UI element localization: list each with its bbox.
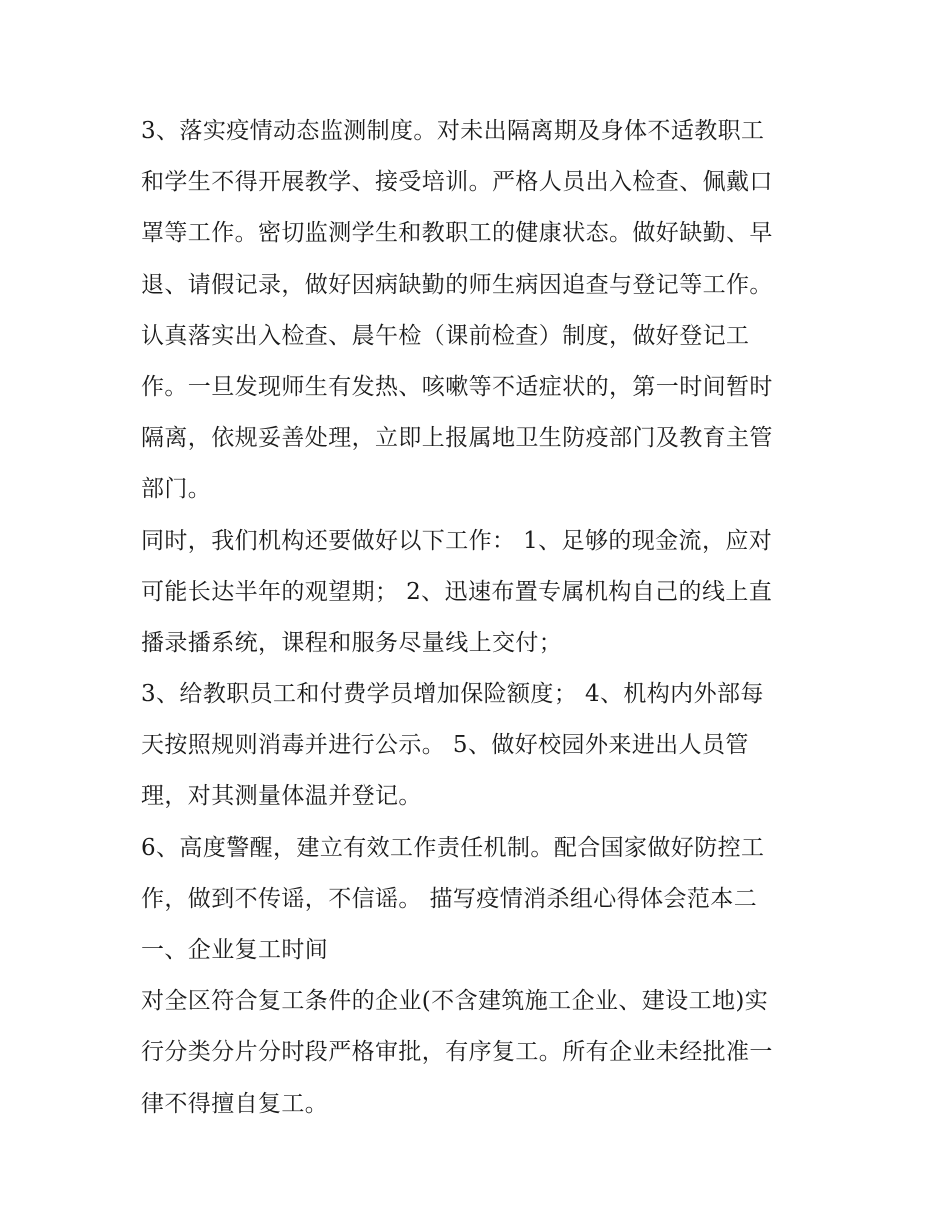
text-line: 3、给教职员工和付费学员增加保险额度； 4、机构内外部每 (141, 681, 764, 708)
text-line: 退、请假记录，做好因病缺勤的师生病因追查与登记等工作。 (141, 271, 773, 298)
text-line: 和学生不得开展教学、接受培训。严格人员出入检查、佩戴口 (141, 169, 773, 196)
text-line: 一、企业复工时间 (141, 937, 329, 963)
text-line: 认真落实出入检查、晨午检（课前检查）制度，做好登记工 (141, 322, 750, 349)
text-line: 律不得擅自复工。 (141, 1090, 329, 1117)
text-line: 同时，我们机构还要做好以下工作： 1、足够的现金流，应对 (141, 527, 773, 554)
text-line: 部门。 (141, 476, 212, 503)
text-line: 作，做到不传谣，不信谣。 描写疫情消杀组心得体会范本二 (141, 885, 758, 912)
text-line: 对全区符合复工条件的企业(不含建筑施工企业、建设工地)实 (141, 988, 769, 1015)
text-line: 理，对其测量体温并登记。 (141, 783, 422, 810)
text-line: 隔离，依规妥善处理，立即上报属地卫生防疫部门及教育主管 (141, 425, 773, 452)
document-body (141, 106, 821, 1130)
text-line: 天按照规则消毒并进行公示。 5、做好校园外来进出人员管 (141, 732, 749, 759)
text-line: 作。一旦发现师生有发热、咳嗽等不适症状的，第一时间暂时 (141, 373, 773, 400)
text-line: 行分类分片分时段严格审批，有序复工。所有企业未经批准一 (141, 1039, 773, 1066)
text-line: 3、落实疫情动态监测制度。对未出隔离期及身体不适教职工 (141, 118, 765, 144)
text-line: 罩等工作。密切监测学生和教职工的健康状态。做好缺勤、早 (141, 220, 773, 247)
text-line: 播录播系统，课程和服务尽量线上交付； (141, 629, 563, 656)
text-line: 可能长达半年的观望期； 2、迅速布置专属机构自己的线上直 (141, 578, 773, 605)
text-line: 6、高度警醒，建立有效工作责任机制。配合国家做好防控工 (141, 834, 765, 861)
